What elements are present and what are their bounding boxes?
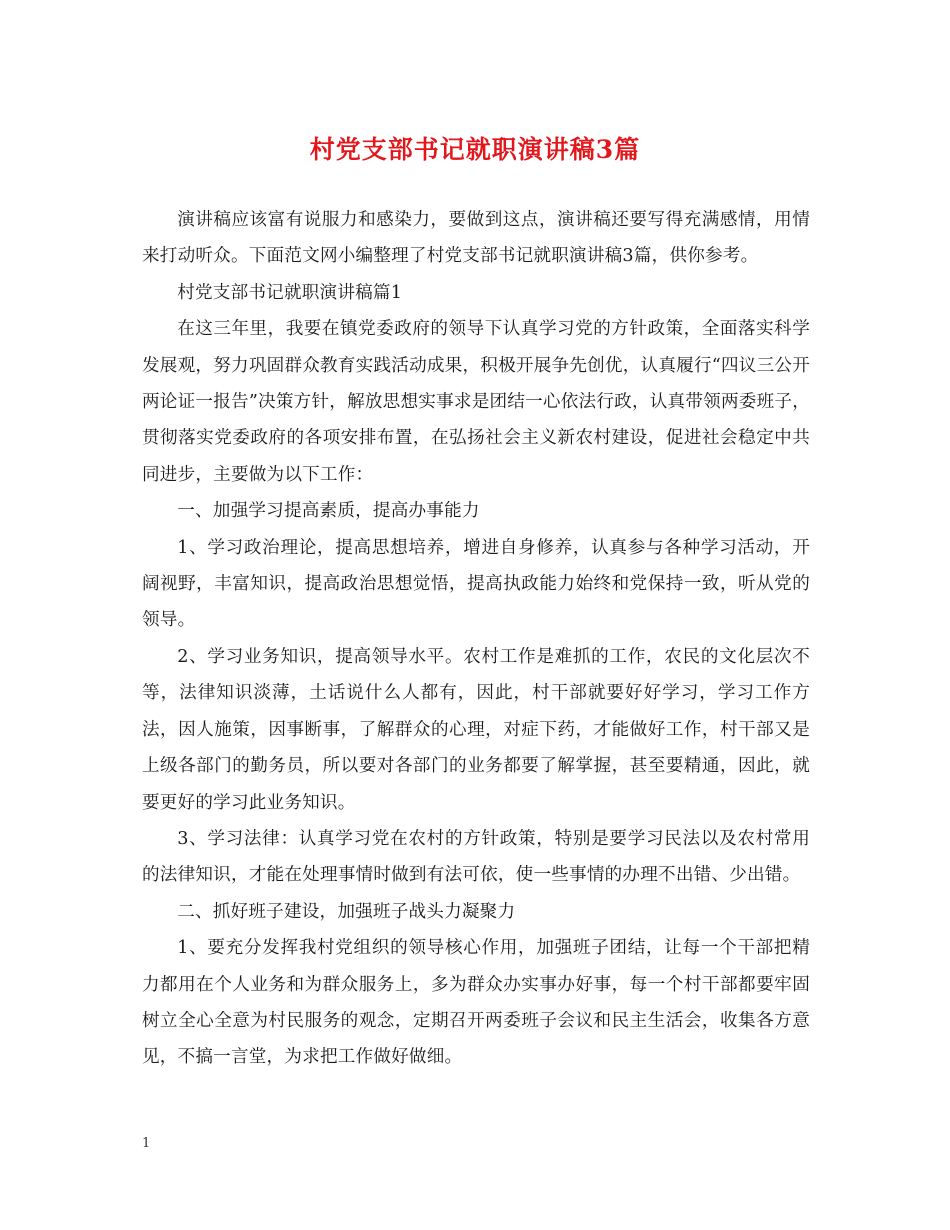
body-paragraph: 在这三年里，我要在镇党委政府的领导下认真学习党的方针政策，全面落实科学发展观，努力巩固群众教育实践活动成果，积极开展争先创优，认真履行“四议三公开两论证一报告”决策方针，解放思想实事求是团结一心依法行政，认真带领两委班子，贯彻落实党委政府的各项安排布置，在弘扬社会主义新农村建设，促进社会稳定中共同进步，主要做为以下工作： xyxy=(142,319,810,485)
document-body xyxy=(142,202,810,1076)
subsection-heading: 一、加强学习提高素质，提高办事能力 xyxy=(177,501,480,522)
document-title: 村党支部书记就职演讲稿3篇 xyxy=(309,135,641,164)
body-paragraph: 2、学习业务知识，提高领导水平。农村工作是难抓的工作，农民的文化层次不等，法律知识淡薄，土话说什么人都有，因此，村干部就要好好学习，学习工作方法，因人施策，因事断事，了解群众的心理，对症下药，才能做好工作，村干部又是上级各部门的勤务员，所以要对各部门的业务都要了解掌握，甚至要精通，因此，就要更好的学习此业务知识。 xyxy=(142,646,810,813)
body-paragraph: 3、学习法律：认真学习党在农村的方针政策，特别是要学习民法以及农村常用的法律知识，才能在处理事情时做到有法可依，使一些事情的办理不出错、少出错。 xyxy=(142,828,810,886)
subsection-heading: 二、抓好班子建设，加强班子战头力凝聚力 xyxy=(177,901,516,922)
body-paragraph: 1、要充分发挥我村党组织的领导核心作用，加强班子团结，让每一个干部把精力都用在个人业务和为群众服务上，多为群众办实事办好事，每一个村干部都要牢固树立全心全意为村民服务的观念，定期召开两委班子会议和民主生活会，收集各方意见，不搞一言堂，为求把工作做好做细。 xyxy=(142,938,810,1068)
intro-paragraph: 演讲稿应该富有说服力和感染力，要做到这点，演讲稿还要写得充满感情，用情来打动听众。下面范文网小编整理了村党支部书记就职演讲稿3篇，供你参考。 xyxy=(142,210,810,267)
section-heading: 村党支部书记就职演讲稿篇1 xyxy=(177,282,403,303)
body-paragraph: 1、学习政治理论，提高思想培养，增进自身修养，认真参与各种学习活动，开阔视野，丰富知识，提高政治思想觉悟，提高执政能力始终和党保持一致，听从党的领导。 xyxy=(142,537,810,631)
page-number: 1 xyxy=(142,1136,151,1151)
